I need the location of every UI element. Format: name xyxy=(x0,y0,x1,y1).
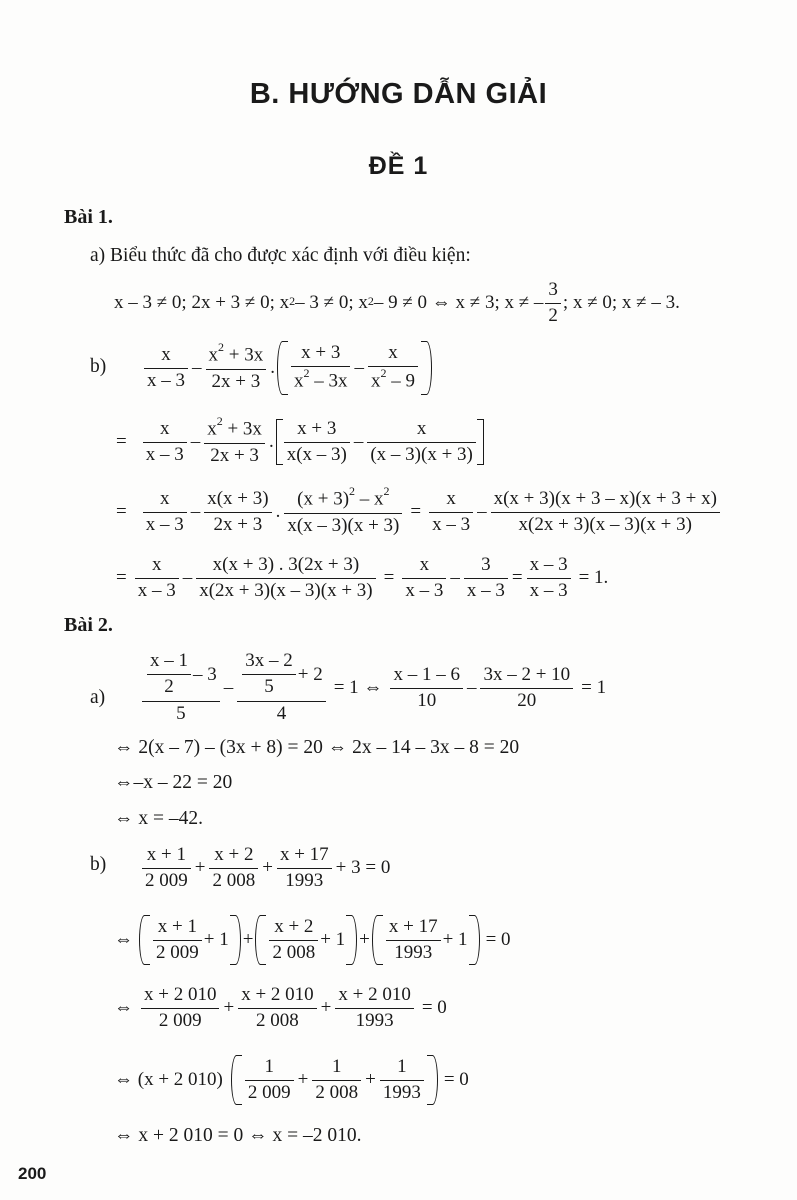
section-title: B. HƯỚNG DẪN GIẢI xyxy=(249,78,548,110)
cond-mid2: – 9 ≠ 0 ⇔ x ≠ 3; x ≠ – xyxy=(373,292,544,313)
bai2-b-line3: ⇔ x + 2 010 2 009 + $\frac{x + 2 010}{2 008}$ + $\frac{x + 2 010}{1993}$ = 0 xyxy=(114,983,447,1031)
bai1-b-line4: = $\frac{x}{x - 3}$ – $\frac{x(x + 3) . 3(2x + 3)}{x(2x + 3)(x - 3)(x + 3)}$ = $\frac{x}{x - 3}$ – $\frac{3}{x - 3}$ = $\frac{x - 3}{x - 3}$ = 1. xyxy=(116,553,609,601)
bai1-heading: Bài 1. xyxy=(64,206,113,228)
bai2-a-line3: ⇔–x – 22 = 20 xyxy=(114,772,233,793)
bai2-b-label: b) xyxy=(90,854,107,875)
bai2-a-line2: ⇔ 2(x – 7) – (3x + 8) = 20 ⇔ 2x – 14 – 3x – 8 = 20 xyxy=(114,737,520,758)
cond-left: x – 3 ≠ 0; 2x + 3 ≠ 0; x xyxy=(114,292,290,313)
bai2-a-label: a) xyxy=(90,687,106,708)
bai1-b-line2: = $\frac{x}{x - 3}$ – $x^2 + 3x$ 2x + 3 . x + 3 x(x – 3) – x (x – 3)(x + 3) xyxy=(116,412,484,472)
bai2-a-line1: x – 1 2 – 3 5 – 3x – 2 5 + 2 4 = 1 ⇔ x – 1 – 6 10 – $\frac{3x - 2 + 10}{20}$ = 1 xyxy=(140,650,612,726)
bai1-a-intro: a) Biểu thức đã cho được xác định với điều kiện: xyxy=(90,245,471,266)
exam-title: ĐỀ 1 xyxy=(368,152,429,180)
cond-mid1: – 3 ≠ 0; x xyxy=(295,292,368,313)
bai2-b-last: ⇔ x + 2 010 = 0 ⇔ x = –2 010. xyxy=(114,1125,362,1146)
bai2-b-line4: ⇔ (x + 2 010) 1 2 009 + $\frac{1}{2 008}$ + $\frac{1}{1993}$ = 0 xyxy=(114,1048,475,1112)
bai2-b-line1: x + 1 2 009 + $\frac{x + 2}{2 008}$ + $\frac{x + 17}{1993}$ + 3 = 0 xyxy=(140,840,392,896)
cond-right: ; x ≠ 0; x ≠ – 3. xyxy=(562,292,680,313)
bai1-b-line3: = $\frac{x}{x - 3}$ – x(x + 3) 2x + 3 . $\frac{(x + 3)^2 - x^2}{x(x - 3)(x + 3)}$ = $\frac{x}{x - 3}$ – x(x + 3)(x + 3 – x)(x + 3 + x) x(2x + 3)(x – 3)(x + 3) xyxy=(116,484,722,540)
bai1-b-label: b) xyxy=(90,356,107,377)
page-number: 200 xyxy=(18,1164,47,1183)
bai2-heading: Bài 2. xyxy=(64,614,113,636)
bai1-b-line1: x x – 3 – $x^2 + 3x$ 2x + 3 . x + 3 $x^2 - 3x$ – x $x^2 - 9$ xyxy=(142,340,432,396)
bai1-result: = 1. xyxy=(578,567,609,588)
bai2-a-line4: ⇔ x = –42. xyxy=(114,808,203,829)
bai2-b-line2: ⇔ x + 1 2 009 + 1 + x + 2 2 008 + 1 + x + 17 1993 + 1 = 0 xyxy=(114,908,517,972)
bai1-a-conditions: x – 3 ≠ 0; 2x + 3 ≠ 0; x 2 – 3 ≠ 0; x 2 – 9 ≠ 0 ⇔ x ≠ 3; x ≠ – 3 2 ; x ≠ 0; x ≠ – 3. xyxy=(114,278,680,326)
